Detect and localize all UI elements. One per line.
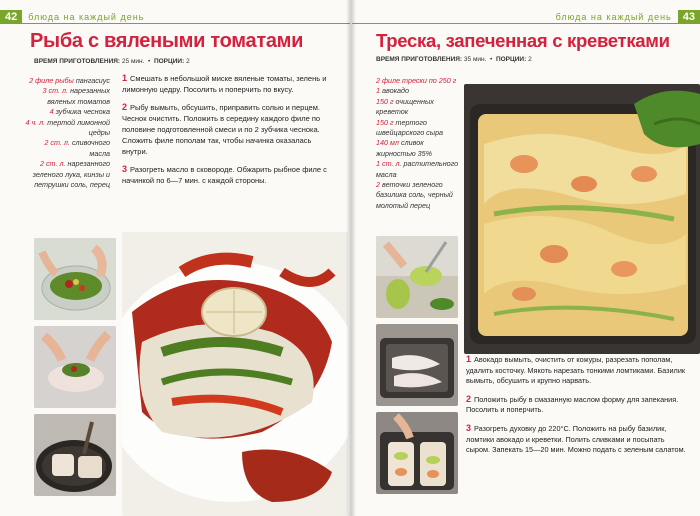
ingredient-item: 1 ст. л. растительного масла	[376, 159, 459, 179]
right-running-header	[352, 10, 700, 24]
right-recipe-title: Треска, запеченная с креветками	[376, 30, 670, 51]
left-steps	[122, 73, 332, 193]
left-page-number: 42	[0, 10, 22, 24]
left-running-header	[0, 10, 350, 24]
ingredient-item: 150 г очищенных креветок	[376, 96, 434, 117]
right-recipe-meta: ВРЕМЯ ПРИГОТОВЛЕНИЯ: 35 мин. • ПОРЦИИ: 2	[376, 56, 532, 63]
ingredient-item: 2 ст. л. сливочного масла	[44, 138, 110, 158]
right-time-value: 35 мин.	[463, 56, 487, 63]
ingredient-item: 1 авокадо	[376, 86, 409, 96]
recipe-step: 1 Смешать в небольшой миске вяленые томаты, зелень и лимонную цедру. Посолить и поперчить по вкусу.	[122, 73, 327, 94]
step-photo-frying-pan	[34, 414, 116, 496]
step-photo-fish-in-tray	[376, 324, 458, 406]
left-recipe-title: Рыба с вялеными томатами	[30, 30, 304, 52]
left-portions-value: 2	[186, 58, 190, 65]
ingredient-item: 2 ст. л. нарезанного зеленого лука, кинзы и петрушки соль, перец	[32, 159, 110, 190]
ingredient-item: 2 филе рыбы пангасиус	[29, 76, 110, 85]
right-header-text: блюда на каждый день	[555, 11, 672, 22]
recipe-step: 3 Разогреть духовку до 220°С. Положить на рыбу базилик, ломтики авокадо и креветки. Полить сливками и посыпать сыром. Запекать 15—20 мин. Можно подать с зеленым салатом.	[466, 422, 686, 455]
left-ingredients-list	[22, 76, 110, 190]
ingredient-item: 2 веточки зеленого базилика соль, черный молотый перец	[376, 180, 453, 210]
right-page	[352, 0, 700, 516]
right-portions-value: 2	[528, 56, 532, 63]
recipe-step: 2 Положить рыбу в смазанную маслом форму для запекания. Посолить и поперчить.	[466, 393, 679, 415]
left-portions-label: ПОРЦИИ:	[153, 58, 185, 65]
right-portions-label: ПОРЦИИ:	[495, 56, 527, 63]
right-time-label: ВРЕМЯ ПРИГОТОВЛЕНИЯ:	[376, 56, 463, 63]
dish-photo-fish-tomatoes	[122, 232, 348, 516]
ingredient-item: 2 филе трески по 250 г	[376, 76, 457, 85]
recipe-step: 3 Разогреть масло в сковороде. Обжарить рыбное филе с начинкой по 6—7 мин. с каждой стороны.	[122, 164, 327, 185]
right-ingredients-list	[376, 76, 462, 211]
right-steps	[466, 354, 688, 463]
step-photo-filling-fish	[34, 326, 116, 408]
recipe-step: 1 Авокадо вымыть, очистить от кожуры, разрезать пополам, удалить косточку. Мякоть нарезать тонкими ломтиками. Базилик вымыть, обсушить и крупно нарвать.	[466, 354, 686, 386]
ingredient-item: 150 г тертого швейцарского сыра	[376, 117, 444, 138]
left-time-label: ВРЕМЯ ПРИГОТОВЛЕНИЯ:	[34, 58, 121, 65]
recipe-step: 2 Рыбу вымыть, обсушить, приправить солью и перцем. Чеснок очистить. Положить в середину каждого филе по половине подготовленной смеси и по 2 зубчика чеснока. Сложить филе пополам так, чтобы начинка оказалась внутри.	[122, 102, 321, 156]
dish-photo-baked-cod	[464, 84, 700, 354]
left-header-text: блюда на каждый день	[28, 11, 145, 22]
ingredient-item: 4 зубчика чеснока	[49, 107, 110, 117]
step-photo-mixing-herbs	[34, 238, 116, 320]
right-page-number: 43	[678, 10, 700, 24]
step-photo-avocado	[376, 236, 458, 318]
ingredient-item: 4 ч. л. тертой лимонной цедры	[25, 117, 110, 138]
left-time-value: 25 мин.	[121, 58, 145, 65]
left-recipe-meta: ВРЕМЯ ПРИГОТОВЛЕНИЯ: 25 мин. • ПОРЦИИ: 2	[34, 58, 190, 65]
step-photo-topping	[376, 412, 458, 494]
ingredient-item: 140 мл сливок жирностью 35%	[376, 138, 433, 158]
ingredient-item: 3 ст. л. нарезанных вяленых томатов	[42, 86, 110, 106]
